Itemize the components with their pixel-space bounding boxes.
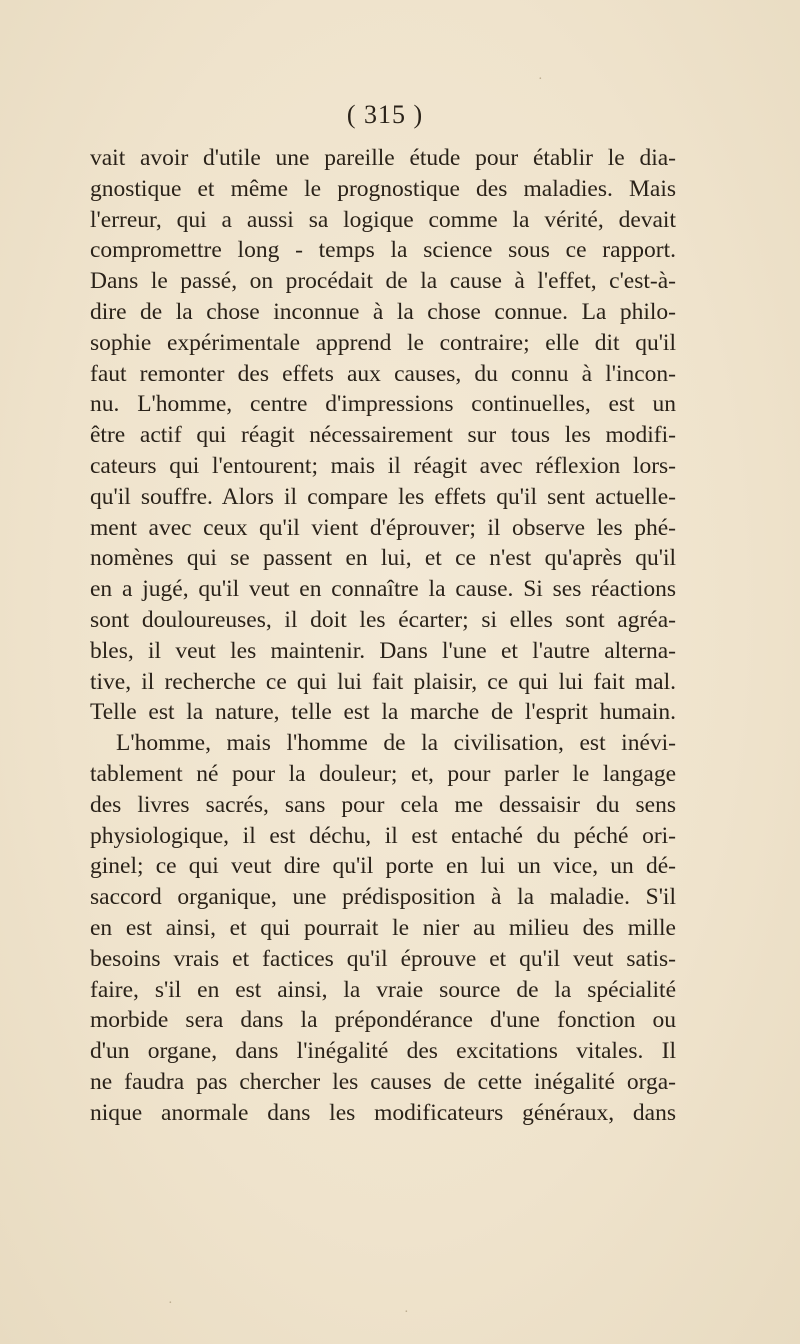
text-line: sont douloureuses, il doit les écarter; si elles sont agréa- [90, 606, 676, 633]
text-line: Telle est la nature, telle est la marche de l'esprit humain. [90, 699, 676, 726]
text-line: compromettre long - temps la science sous ce rapport. [90, 237, 676, 264]
body-text [90, 143, 676, 1129]
text-line: nu. L'homme, centre d'impressions continuelles, est un [90, 391, 676, 418]
text-line: morbide sera dans la prépondérance d'une fonction ou [90, 1007, 676, 1034]
text-line: tablement né pour la douleur; et, pour parler le langage [90, 760, 676, 787]
text-line: besoins vrais et factices qu'il éprouve et qu'il veut satis- [90, 945, 676, 972]
paper-speck: · [538, 72, 543, 87]
text-line: faire, s'il en est ainsi, la vraie source de la spécialité [90, 976, 676, 1003]
text-line: tive, il recherche ce qui lui fait plaisir, ce qui lui fait mal. [90, 668, 676, 695]
text-line: être actif qui réagit nécessairement sur tous les modifi- [90, 422, 676, 449]
text-line: faut remonter des effets aux causes, du connu à l'incon- [90, 360, 676, 387]
text-line: sophie expérimentale apprend le contraire; elle dit qu'il [90, 329, 676, 356]
page-number: ( 315 ) [346, 100, 424, 129]
text-line: en a jugé, qu'il veut en connaître la cause. Si ses réactions [90, 576, 676, 603]
paper-speck: · [168, 1296, 173, 1311]
text-line: l'erreur, qui a aussi sa logique comme la vérité, devait [90, 206, 676, 233]
text-line: nomènes qui se passent en lui, et ce n'est qu'après qu'il [90, 545, 676, 572]
text-line: bles, il veut les maintenir. Dans l'une et l'autre alterna- [90, 637, 676, 664]
text-line: d'un organe, dans l'inégalité des excitations vitales. Il [90, 1038, 676, 1065]
text-line: nique anormale dans les modificateurs généraux, dans [90, 1099, 676, 1126]
text-line: vait avoir d'utile une pareille étude pour établir le dia- [90, 145, 676, 171]
text-line: gnostique et même le prognostique des maladies. Mais [90, 175, 676, 202]
text-line: en est ainsi, et qui pourrait le nier au milieu des mille [90, 914, 676, 941]
text-line: ment avec ceux qu'il vient d'éprouver; il observe les phé- [90, 514, 676, 541]
text-line: saccord organique, une prédisposition à la maladie. S'il [90, 884, 676, 911]
text-line: dire de la chose inconnue à la chose connue. La philo- [90, 298, 676, 325]
text-line: L'homme, mais l'homme de la civilisation, est inévi- [116, 730, 676, 757]
text-line: cateurs qui l'entourent; mais il réagit avec réflexion lors- [90, 452, 676, 479]
text-line: Dans le passé, on procédait de la cause à l'effet, c'est-à- [90, 268, 676, 295]
text-line: physiologique, il est déchu, il est entaché du péché ori- [90, 822, 676, 849]
text-line: qu'il souffre. Alors il compare les effets qu'il sent actuelle- [90, 483, 676, 510]
paper-speck: · [404, 1305, 409, 1320]
text-line: ginel; ce qui veut dire qu'il porte en lui un vice, un dé- [90, 853, 676, 880]
text-line: des livres sacrés, sans pour cela me dessaisir du sens [90, 791, 676, 818]
text-line: ne faudra pas chercher les causes de cette inégalité orga- [90, 1068, 676, 1095]
